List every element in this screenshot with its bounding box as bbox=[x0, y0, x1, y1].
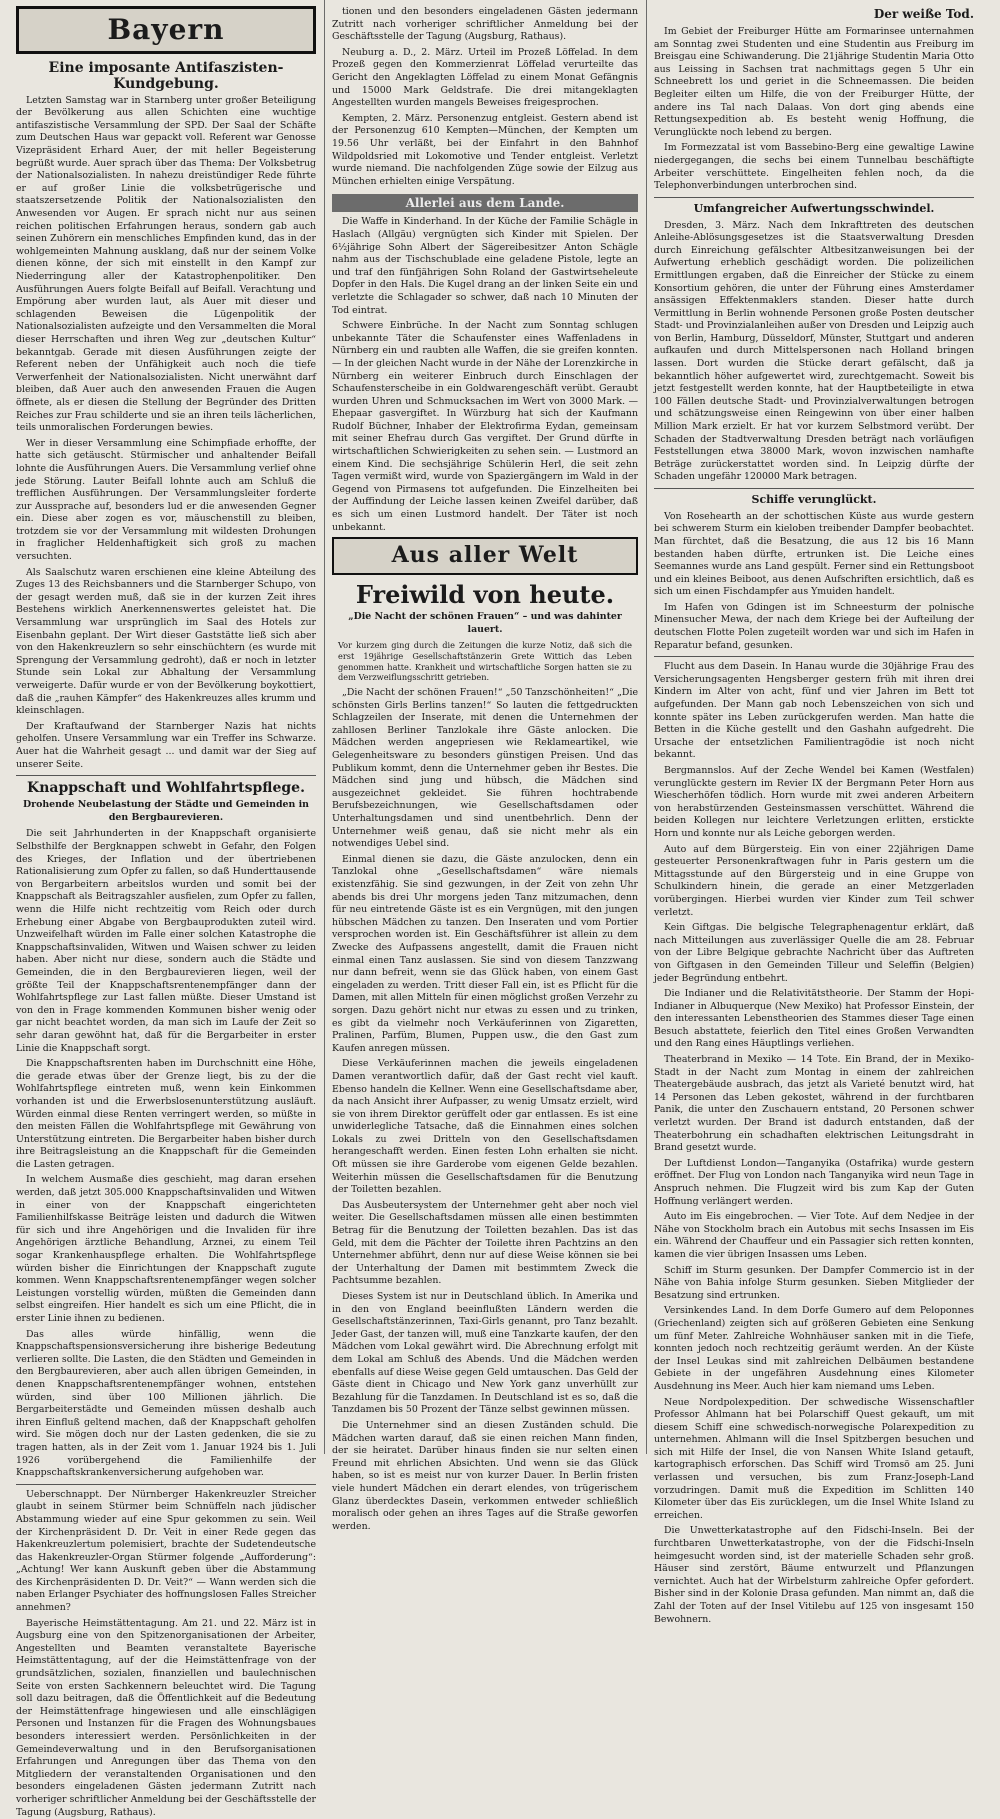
section-header-bayern: Bayern bbox=[16, 6, 316, 54]
article-text: Die Unwetterkatastrophe auf den Fidschi-Inseln. Bei der furchtbaren Unwetterkatastrophe, von der die Fidschi-Inseln heimgesucht worden sind, ist der materielle Schaden sehr groß. Häuser sind zerstört, Bäume entwurzelt und Pflanzungen vernichtet. Auch hat der Wirbelsturm zahlreiche Opfer gefordert. Bisher sind in der Kolonie Drasa gefunden. Man nimmt an, daß die Zahl der Toten auf der Insel Vitilebu auf 125 von insgesamt 150 Bewohnern. bbox=[654, 1525, 974, 1625]
divider bbox=[16, 775, 316, 776]
article-text: Schiff im Sturm gesunken. Der Dampfer Commercio ist in der Nähe von Bahia infolge Sturm gesunken. Sieben Mitglieder der Besatzung sind ertrunken. bbox=[654, 1264, 974, 1301]
article-text: Neuburg a. D., 2. März. Urteil im Prozeß Löffelad. In dem Prozeß gegen den Kommerzienrat Löffelad verurteilte das Gericht den Angeklagten Löffelad zu einem Monat Gefängnis und 15000 Mark Geldstrafe. Die drei mitangeklagten Angestellten wurden mangels Beweises freigesprochen. bbox=[332, 46, 638, 109]
subheadline-freiwild: „Die Nacht der schönen Frauen“ – und was dahinter lauert. bbox=[348, 611, 622, 635]
article-text: Als Saalschutz waren erschienen eine kleine Abteilung des Zuges 13 des Reichsbanners und die Starnberger Schupo, von der gesagt werden muß, daß sie in der kurzen Zeit ihres Bestehens wirklich Anerkennenswertes geleistet hat. Die Versammlung war ursprünglich im Saal des Hotels zur Eisenbahn geplant. Der Wirt dieser Gaststätte ließ sich aber von den Hakenkreuzlern so sehr einschüchtern (es wurde mit Sprengung der Versammlung gedroht), daß er noch in letzter Stunde sein Lokal zur Abhaltung der Versammlung verweigerte. Dafür wurde er von der Bevölkerung boykottiert, daß die „rauhen Kämpfer“ des Hakenkreuzes alles krumm und kleinschlagen. bbox=[16, 566, 316, 717]
headline-aufwertung: Umfangreicher Aufwertungsschwindel. bbox=[693, 201, 935, 215]
column-rule bbox=[324, 0, 325, 1454]
article-text: Kein Giftgas. Die belgische Telegraphenagentur erklärt, daß nach Mitteilungen aus zuverlässiger Quelle die am 28. Februar von der Libre Belgique gebrachte Nachricht über das Auftreten von Giftgasen in den Gemeinden Tilleur und Seleffin (Belgien) jeder Begründung entbehrt. bbox=[654, 922, 974, 984]
article-text: Letzten Samstag war in Starnberg unter großer Beteiligung der Bevölkerung aus allen Schichten eine wuchtige antifaszistische Versammlung der SPD. Der Saal der Schäfte zum Deutschen Haus war gepackt voll. Referent war Genosse Vizepräsident Erhard Auer, der mit heller Begeisterung begrüßt wurde. Auer sprach über das Thema: Der Volksbetrug der Nationalsozialisten. In nahezu dreistündiger Rede führte er auf großer Linie die volksbetrügerische und staatszersetzende Politik der Nationalsozialisten den Anwesenden vor Augen. Er sprach nicht nur aus seinen reichen politischen Erfahrungen heraus, sondern gab auch seinen Zuhörern ein menschliches Empfinden kund, das in der wohlgemeinten Mahnung ausklang, daß nur der seinem Volke dienen könne, der sich mit einstellt in den Kampf zur Niederringung aller der Katastrophenpolitiker. Den Ausführungen Auers folgte Beifall auf Beifall. Verachtung und Empörung aber wurden laut, als Auer mit dieser und schlagenden Beweisen die Lügenpolitik der Nationalsozialisten aufzeigte und den Versammelten die Moral dieser Herrschaften und ihren Weg zur „deutschen Kultur“ bekanntgab. Gerade mit diesen Ausführungen zeigte der Referent neben der Unfähigkeit auch noch die tiefe Verwerfenheit der Nationalsozialisten. Nicht unerwähnt darf bleiben, daß Auer auch den anwesenden Frauen die Augen öffnete, als er diesen die Stellung der Begründer des Dritten Reiches zur Frau schilderte und sie an ihren teils lächerlichen, teils unmoralischen Forderungen bewies. bbox=[16, 94, 316, 434]
section-bar-lande: Allerlei aus dem Lande. bbox=[332, 194, 638, 212]
divider bbox=[654, 488, 974, 489]
article-text: Flucht aus dem Dasein. In Hanau wurde die 30jährige Frau des Versicherungsagenten Hengsberger gestern früh mit ihren drei Kindern im Alter von acht, fünf und vier Jahren im Bett tot aufgefunden. Der Mann gab noch Lebenszeichen von sich und konnte später ins Leben zurückgerufen werden. Man hatte die Betten in die Küche gestellt und den Gashahn aufgedreht. Die Ursache der entsetzlichen Familientragödie ist noch nicht bekannt. bbox=[654, 661, 974, 761]
article-text: Die Unternehmer sind an diesen Zuständen schuld. Die Mädchen warten darauf, daß sie einen reichen Mann finden, der sie heiratet. Darüber hinaus finden sie nur selten einen Freund mit ehrlichen Absichten. Und wenn sie das Glück haben, so ist es meist nur von kurzer Dauer. In Berlin fristen viele hundert Mädchen ein derart elendes, von trügerischem Glanz überdecktes Dasein, verkommen entweder schließlich moralisch oder gehen an ihres Tages auf die Straße geworfen werden. bbox=[332, 1419, 638, 1532]
article-text: „Die Nacht der schönen Frauen!“ „50 Tanzschönheiten!“ „Die schönsten Girls Berlins tanzen!“ So lauten die fettgedruckten Schlagzeilen der Inserate, mit denen die Unternehmen der zahllosen Berliner Tanzlokale ihre Gäste anlocken. Die Mädchen werden angepriesen wie Reklameartikel, wie Gelegenheitsware zu besonders günstigen Preisen. Und das Publikum kommt, denn die Unternehmer geben ihr Bestes. Die Mädchen sind jung und hübsch, die Mädchen sind ausgezeichnet gekleidet. Sie führen hochtrabende Berufsbezeichnungen, wie Gesellschaftsdamen oder Unterhaltungsdamen und sind unentbehrlich. Denn der Unternehmer weiß genau, daß sie nicht mehr als ein notwendiges Uebel sind. bbox=[332, 687, 638, 850]
article-text: Auto auf dem Bürgersteig. Ein von einer 22jährigen Dame gesteuerter Personenkraftwagen fuhr in Paris gestern um die Mittagsstunde auf den Bürgersteig und in eine Gruppe von Schulkindern hinein, die gerade an einer Metzgerladen vorübergingen. Hierbei wurden vier Kinder zum Teil schwer verletzt. bbox=[654, 843, 974, 918]
article-intro: Vor kurzem ging durch die Zeitungen die kurze Notiz, daß sich die erst 19jährige Gesellschaftstänzerin Grete Wittich das Leben genommen hatte. Krankheit und wirtschaftliche Sorgen hatten sie zu dem Verzweiflungsschritt getrieben. bbox=[338, 640, 632, 683]
article-text: Die Indianer und die Relativitätstheorie. Der Stamm der Hopi-Indianer in Albuquerque (New Mexiko) hat Professor Einstein, der den interessanten Lebenstheorien des Stammes dieser Tage einen Besuch abstattete, feierlich den Titel eines Großen Verwandten und den Rang eines Häuptlings verliehen. bbox=[654, 988, 974, 1050]
article-text: Im Gebiet der Freiburger Hütte am Formarinsee unternahmen am Sonntag zwei Studenten und eine Studentin aus Freiburg im Breisgau eine Schiwanderung. Die 21jährige Studentin Maria Otto aus Leissing in Sachsen trat nachmittags gegen 5 Uhr ein Schneebrett los und geriet in die Schneemassen. Die beiden Begleiter eilten um Hilfe, die von der Freiburger Hütte, der andere ins Tal nach Dalaas. Von dort ging abends eine Rettungsexpedition ab. Es besteht wenig Hoffnung, die Verunglückte noch lebend zu bergen. bbox=[654, 26, 974, 138]
article-text: Der Luftdienst London—Tanganyika (Ostafrika) wurde gestern eröffnet. Der Flug von London nach Tanganyika wird neun Tage in Anspruch nehmen. Die Flugzeit wird bis zum Kap der Guten Hoffnung verlängert werden. bbox=[654, 1157, 974, 1207]
article-text: Im Hafen von Gdingen ist im Schneesturm der polnische Minensucher Mewa, der nach dem Kriege bei der Aufteilung der deutschen Flotte Polen zugeteilt worden war und sich im Hafen in Reparatur befand, gesunken. bbox=[654, 601, 974, 651]
column-left bbox=[16, 6, 317, 1818]
column-middle bbox=[332, 6, 638, 1532]
article-text: Kempten, 2. März. Personenzug entgleist. Gestern abend ist der Personenzug 610 Kempten—München, der Kempten um 19.56 Uhr verläßt, bei der Einfahrt in den Bahnhof Wildpoldsried mit Lokomotive und Tender entgleist. Verletzt wurde niemand. Die nachfolgenden Züge sowie der Eilzug aus München erhielten einige Verspätung. bbox=[332, 112, 638, 187]
article-text: Bergmannslos. Auf der Zeche Wendel bei Kamen (Westfalen) verunglückte gestern im Revier IX der Bergmann Peter Horn aus Wiescherhöfen tödlich. Horn wurde mit zwei anderen Arbeitern von herabstürzenden Gesteinsmassen verschüttet. Während die beiden Kollegen nur leichtere Verletzungen erlitten, erstickte Horn und konnte nur als Leiche geborgen werden. bbox=[654, 765, 974, 839]
headline-schiffe: Schiffe verunglückt. bbox=[751, 493, 877, 506]
headline-weisse-tod: Der weiße Tod. bbox=[873, 7, 974, 21]
headline-freiwild: Freiwild von heute. bbox=[355, 579, 615, 609]
article-text: Auto im Eis eingebrochen. — Vier Tote. Auf dem Nedjee in der Nähe von Stockholm brach ein Autobus mit sechs Insassen im Eis ein. Während der Chauffeur und ein Passagier sich retten konnten, kamen die vier übrigen Insassen ums Leben. bbox=[654, 1211, 974, 1260]
article-text: Dieses System ist nur in Deutschland üblich. In Amerika und in den von England beeinflußten Ländern werden die Gesellschaftstänzerinnen, Taxi-Girls genannt, pro Tanz bezahlt. Jeder Gast, der tanzen will, muß eine Tanzkarte kaufen, der den Mädchen vom Lokal gewährt wird. Die Abrechnung erfolgt mit dem Lokal am Schluß des Abends. Und die Mädchen werden ebenfalls auf diese Weise gegen Geld umtauschen. Das Geld der Gäste dient in Chicago und New York ganz unverhüllt zur Bezahlung für die Tanzdamen. In Deutschland ist es so, daß die Tanzdamen bis 50 Prozent der Tänze selbst gewinnen müssen. bbox=[332, 1291, 638, 1416]
article-text: Das Ausbeutersystem der Unternehmer geht aber noch viel weiter. Die Gesellschaftsdamen müssen alle einen bestimmten Betrag für die Benutzung der Toiletten bezahlen. Das ist das Geld, mit dem die Pächter der Toilette ihren Pachtzins an den Unternehmer abführt, denn nur auf diese Weise können sie bei der Unterhaltung der Damen mit bestimmtem Zweck die Pachtsumme bezahlen. bbox=[332, 1199, 638, 1287]
column-right bbox=[654, 6, 974, 1625]
article-text: Bayerische Heimstättentagung. Am 21. und 22. März ist in Augsburg eine von den Spitzenorganisationen der Arbeiter, Angestellten und Beamten veranstaltete Bayerische Heimstättentagung, auf der die Heimstättenfrage von der grundsätzlichen, sozialen, finanziellen und baulechnischen Seite von ersten Sachkennern beleuchtet wird. Die Tagung soll dazu beitragen, daß die Öffentlichkeit auf die Bedeutung der Heimstättenfrage hingewiesen und alle einschlägigen Personen und Instanzen für die Fragen des Wohnungsbaues besonders interessiert werden. Persönlichkeiten in der Gemeindeverwaltung und in den Berufsorganisationen Erfahrungen und Anregungen über das Thema von den Mitgliedern der veranstaltenden Organisationen und den besonders eingeladenen Gästen jedermann Zutritt nach vorheriger schriftlicher Anmeldung bei der Geschäftsstelle der Tagung (Augsburg, Rathaus). bbox=[16, 1617, 316, 1818]
subheadline-knappschaft: Drohende Neubelastung der Städte und Gemeinden in den Bergbaurevieren. bbox=[23, 799, 309, 823]
headline-knappschaft: Knappschaft und Wohlfahrtspflege. bbox=[27, 780, 305, 797]
article-text: Ueberschnappt. Der Nürnberger Hakenkreuzler Streicher glaubt in seinem Stürmer beim Schnüffeln nach jüdischer Abstammung wieder auf eine Spur gekommen zu sein. Weil der Kirchenpräsident D. Dr. Veit in einer Rede gegen das Hakenkreuzlertum polemisiert, brachte der Sudetendeutsche das Hakenkreuzler-Organ Stürmer folgende „Aufforderung“: „Achtung! Wer kann Auskunft geben über die Abstammung des Kirchenpräsidenten D. Dr. Veit?“ — Wann werden sich die naben Erlanger Psychiater des hoffnungslosen Falles Streicher annehmen? bbox=[16, 1488, 316, 1614]
article-text: Im Formezzatal ist vom Bassebino-Berg eine gewaltige Lawine niedergegangen, die sechs bei einem Tunnelbau beschäftigte Arbeiter verschüttete. Eingelheiten fehlen noch, da die Telephonverbindungen unterbrochen sind. bbox=[654, 142, 974, 192]
article-text: Einmal dienen sie dazu, die Gäste anzulocken, denn ein Tanzlokal ohne „Gesellschaftsdamen“ wäre niemals existenzfähig. Sie sind gezwungen, in der Zeit von zehn Uhr abends bis drei Uhr morgens jeden Tanz mitzumachen, denn für neu eintretende Gäste ist es ein Vergnügen, mit den jungen hübschen Mädchen zu tanzen. Den Inseraten und vom Portier versprochen worden ist. Ein Geschäftsführer ist allein zu dem Zwecke des Aufpassens angestellt, damit die Frauen nicht einmal einen Tanz auslassen. Sie sind von diesem Tanzzwang nur dann befreit, wenn sie das Glück haben, von einem Gast eingeladen zu werden. Tritt dieser Fall ein, ist es Pflicht für die Damen, mit allen Mitteln für einen möglichst großen Verzehr zu sorgen. Dazu gehört nicht nur etwas zu essen und zu trinken, es gibt da vielmehr noch Verkäuferinnen von Zigaretten, Pralinen, Parfüm, Blumen, Puppen usw., die den Gast zum Kaufen anregen müssen. bbox=[332, 853, 638, 1054]
article-text: Dresden, 3. März. Nach dem Inkrafttreten des deutschen Anleihe-Ablösungsgesetzes ist die Staatsverwaltung Dresden durch Einreichung gefälschter Altbesitzanweisungen bei der Aufwertung erheblich geschädigt worden. Die polizeilichen Ermittlungen ergaben, daß die Einreicher der Stücke zu einem Konsortium gehören, die unter der Führung eines Amsterdamer ansässigen Effektenmaklers standen. Dieser hatte durch Vermittlung in Berlin wohnende Personen große Posten deutscher Stadt- und Provinzialanleihen außer von Dresden und Leipzig auch von Berlin, Hamburg, Düsseldorf, Münster, Stuttgart und anderen aufkaufen und durch Mittelspersonen nach Holland bringen lassen. Dort wurden die Stücke derart gefälscht, daß ja bekanntlich höher aufgewertet wird, zurechtgemacht. Soweit bis jetzt festgestellt werden konnte, hat der Hauptbeteiligte in etwa 100 Fällen deutsche Stadt- und Provinzialverwaltungen betrogen und schätzungsweise einen Reingewinn von über einer halben Million Mark erzielt. Er hat vor kurzem Selbstmord verübt. Der Schaden der Stadtverwaltung Dresden beträgt nach vorläufigen Feststellungen etwa 38000 Mark, wovon inzwischen namhafte Beträge zurückerstattet worden sind. In Leipzig dürfte der Schaden ungefähr 120000 Mark betragen. bbox=[654, 219, 974, 483]
article-text: Diese Verkäuferinnen machen die jeweils eingeladenen Damen verantwortlich dafür, daß der Gast recht viel kauft. Ebenso handeln die Kellner. Wenn eine Gesellschaftsdame aber, da nach Ansicht ihrer Aufpasser, zu wenig Umsatz erzielt, wird sie von ihrem Direktor gerüffelt oder gar entlassen. Es ist eine unwiderlegliche Tatsache, daß die Einnahmen eines solchen Lokals zu zwei Dritteln von den Gesellschaftsdamen herangeschafft werden. Einen festen Lohn erhalten sie nicht. Oft müssen sie ihre Garderobe vom eigenen Gelde bezahlen. Weiterhin müssen die Gesellschaftsdamen für die Benutzung der Toiletten bezahlen. bbox=[332, 1058, 638, 1196]
divider bbox=[16, 1484, 316, 1485]
article-text: Von Rosehearth an der schottischen Küste aus wurde gestern bei schwerem Sturm ein kieloben treibender Dampfer beobachtet. Man fürchtet, daß die Besatzung, die aus 12 bis 16 Mann bestanden haben dürfte, ertrunken ist. Die Leiche eines Seemannes wurde ans Land gespült. Ferner sind ein Rettungsboot und ein kleines Beiboot, aus denen Aufschriften ersichtlich, daß es sich um einen Fischdampfer aus Ymuiden handelt. bbox=[654, 510, 974, 598]
article-text: Der Kraftaufwand der Starnberger Nazis hat nichts geholfen. Unsere Versammlung war ein Treffer ins Schwarze. Auer hat die Wahrheit gesagt ... und damit war der Sieg auf unserer Seite. bbox=[16, 720, 316, 770]
section-header-aus-aller-welt: Aus aller Welt bbox=[332, 537, 638, 574]
column-rule bbox=[646, 0, 647, 1454]
article-text: Versinkendes Land. In dem Dorfe Gumero auf dem Peloponnes (Griechenland) zeigten sich auf größeren Gebieten eine Senkung um fünf Meter. Zahlreiche Wohnhäuser sanken mit in die Tiefe, konnten jedoch noch rechtzeitig geräumt werden. An der Küste der Insel Leukas sind mit zahlreichen Delbäumen bestandene Gebiete in der ungefähren Ausdehnung eines Kilometer Ausdehnung ins Meer. Auch hier kam niemand ums Leben. bbox=[654, 1305, 974, 1392]
article-text: Die Waffe in Kinderhand. In der Küche der Familie Schägle in Haslach (Allgäu) vergnügten sich Kinder mit Spielen. Der 6½jährige Sohn Albert der Sägereibesitzer Anton Schägle nahm aus der Tischschublade eine geladene Pistole, legte an und traf den fünfjährigen Sohn Roland der Gastwirtseheleute Dopfer in den Hals. Die Kugel drang an der linken Seite ein und verletzte die Schlagader so schwer, daß nach 10 Minuten der Tod eintrat. bbox=[332, 216, 638, 316]
article-text: Neue Nordpolexpedition. Der schwedische Wissenschaftler Professor Ahlmann hat bei Polarschiff Quest gekauft, um mit diesem Schiff eine schwedisch-norwegische Polarexpedition zu unternehmen. Ahlmann will die Insel Spitzbergen besuchen und sich mit Hilfe der Insel, die von Nansen White Island getauft, kartographisch erforschen. Das Schiff wird Tromsö am 25. Juni verlassen und versuchen, bis zum Franz-Joseph-Land vorzudringen. Damit muß die Expedition im Schlitten 140 Kilometer über das Eis zurücklegen, um die Insel White Island zu erreichen. bbox=[654, 1396, 974, 1521]
article-text: Das alles würde hinfällig, wenn die Knappschaftspensionsversicherung ihre bisherige Bedeutung verlieren sollte. Die Lasten, die den Städten und Gemeinden in den Bergbaurevieren, aber auch allen übrigen Gemeinden, in denen Knappschaftsrentenempfänger wohnen, entstehen würden, sind über 100 Millionen jährlich. Die Bergarbeiterstädte und Gemeinden müssen deshalb auch ihren Einfluß geltend machen, daß der Knappschaft geholfen wird. Sie mögen doch nur der Lasten gedenken, die sie zu tragen hatten, als in der Zeit vom 1. Januar 1924 bis 1. Juli 1926 vorübergehend die Familienhilfe der Knappschaftskrankenversicherung aufgehoben war. bbox=[16, 1328, 317, 1479]
article-text: In welchem Ausmaße dies geschieht, mag daran ersehen werden, daß jetzt 305.000 Knappschaftsinvaliden und Witwen in einer von der Knappschaft eingerichteten Familienhilfskasse Beiträge leisten und dadurch die Witwen für sich und ihre Angehörigen und die Invaliden für ihre Angehörigen ärztliche Behandlung, Arznei, zu einem Teil sogar Krankenhauspflege erhalten. Die Wohlfahrtspflege würden bisher die Einrichtungen der Knappschaft zugute kommen. Wenn Knappschaftsrentenempfänger wegen solcher Leistungen vorstellig würden, müßten die Gemeinden dann selbst eingreifen. Hier handelt es sich um eine Pflicht, die in erster Linie ihnen zu bedienen. bbox=[16, 1174, 316, 1325]
article-text: Schwere Einbrüche. In der Nacht zum Sonntag schlugen unbekannte Täter die Schaufenster eines Waffenladens in Nürnberg ein und raubten alle Waffen, die sie greifen konnten. — In der gleichen Nacht wurde in der Nähe der Lorenzkirche in Nürnberg ein weiterer Einbruch durch Einschlagen der Schaufensterscheibe in ein Goldwarengeschäft verübt. Geraubt wurden Uhren und Schmucksachen im Wert von 3000 Mark. — Ehepaar gasvergiftet. In Würzburg hat sich der Kaufmann Rudolf Büchner, Inhaber der Elektrofirma Eydan, gemeinsam mit seiner Ehefrau durch Gas vergiftet. Der Grund dürfte in wirtschaftlichen Schwierigkeiten zu sehen sein. — Lustmord an einem Kind. Die sechsjährige Schülerin Herl, die seit zehn Tagen vermißt wird, wurde von Spaziergängern im Wald in der Gegend von Pirmasens tot aufgefunden. Die Einzelheiten bei der Auffindung der Leiche lassen keinen Zweifel darüber, daß es sich um einen Lustmord handelt. Der Täter ist noch unbekannt. bbox=[332, 320, 638, 533]
headline-antifa: Eine imposante Antifaszisten-Kundgebung. bbox=[48, 59, 284, 92]
divider bbox=[654, 197, 974, 198]
article-text: Die Knappschaftsrenten haben im Durchschnitt eine Höhe, die gerade etwas über der Grenze liegt, bis zu der die Wohlfahrtspflege eintreten muß, wenn kein Einkommen vorhanden ist und die Erwerbslosenunterstützung ausläuft. Würden einmal diese Renten verringert werden, so müßte in den meisten Fällen die Wohlfahrtspflege mit Gewährung von Unterstützung eintreten. Die Bergarbeiter haben bisher durch ihre Beitragsleistung an die Knappschaft für die Gemeinden die Lasten getragen. bbox=[16, 1058, 316, 1170]
divider bbox=[654, 656, 974, 657]
article-text: tionen und den besonders eingeladenen Gästen jedermann Zutritt nach vorheriger schriftlicher Anmeldung bei der Geschäftsstelle der Tagung (Augsburg, Rathaus). bbox=[332, 6, 638, 43]
article-text: Die seit Jahrhunderten in der Knappschaft organisierte Selbsthilfe der Bergknappen schwebt in Gefahr, den Folgen des Krieges, der Inflation und der übertriebenen Rationalisierung zum Opfer zu fallen, so daß Hunderttausende von Bergarbeitern arbeitslos wurden und somit bei der Knappschaft als Beitragszahler ausfielen, zum Opfer zu fallen, wenn die Hilfe nicht rechtzeitig vom Reich oder durch Erhebung einer Abgabe von Bergbauprodukten zuteil wird. Unzweifelhaft würden im Falle einer solchen Katastrophe die Knappschaftsinvaliden, Witwen und Waisen schwer zu leiden haben. Aber nicht nur diese, sondern auch die Städte und Gemeinden, die in den Bergbaurevieren liegen, weil der größte Teil der Knappschaftsrentenempfänger dann der Wohlfahrtspflege zur Last fallen müßte. Dieser Umstand ist von den in Frage kommenden Kommunen bisher wenig oder gar nicht beachtet worden, da man sich im Laufe der Zeit so sehr daran gewöhnt hat, daß für die Bergarbeiter in erster Linie die Knappschaft sorgt. bbox=[16, 828, 316, 1054]
article-text: Theaterbrand in Mexiko — 14 Tote. Ein Brand, der in Mexiko-Stadt in der Nacht zum Montag in einem der zahlreichen Theatergebäude ausbrach, das jetzt als Varieté benutzt wird, hat 14 Personen das Leben gekostet, während in der furchtbaren Panik, die unter den Zuschauern entstand, 20 Personen schwer verletzt wurden. Der Brand ist dadurch entstanden, daß der Theaterbohrung ein schadhaften elektrischen Leitungsdraht in Brand gesetzt wurde. bbox=[654, 1054, 974, 1154]
article-text: Wer in dieser Versammlung eine Schimpfiade erhoffte, der hatte sich getäuscht. Stürmischer und anhaltender Beifall lohnte die Ausführungen Auers. Die Versammlung verlief ohne jede Störung. Lauter Beifall lohnte auch am Schluß die trefflichen Ausführungen. Der Versammlungsleiter forderte zur Aussprache auf, besonders lud er die anwesenden Gegner ein. Diese aber zogen es vor, mäuschenstill zu bleiben, trotzdem sie vor der Versammlung mit wildesten Drohungen in fraglicher Heldenhaftigkeit sich groß zu machen versuchten. bbox=[16, 437, 316, 563]
